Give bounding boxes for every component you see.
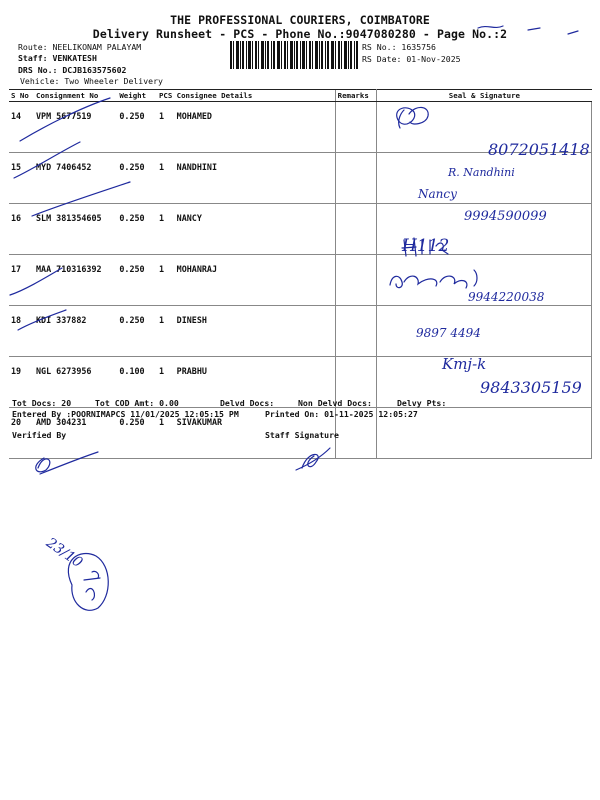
cell-consignment: SLM 381354605 — [34, 204, 117, 255]
barcode — [230, 41, 358, 69]
total-cod-amount: Tot COD Amt: 0.00 — [95, 398, 179, 408]
col-header-weight: Weight — [117, 90, 157, 102]
cell-remarks — [335, 204, 377, 255]
col-header-pcs: PCS — [157, 90, 175, 102]
cell-pcs: 1 — [157, 102, 175, 153]
cell-seal — [377, 306, 592, 357]
cell-consignment: NGL 6273956 — [34, 357, 117, 408]
cell-consignee: NANDHINI — [175, 153, 335, 204]
cell-pcs: 1 — [157, 153, 175, 204]
vehicle-label: Vehicle: Two Wheeler Delivery — [20, 76, 163, 86]
handwritten-phone-row15: 8072051418 — [488, 140, 590, 159]
table-header-row — [9, 90, 592, 102]
handwritten-signature-row17: H112 — [402, 236, 450, 256]
handwritten-name-row20: Kmj-k — [442, 355, 487, 373]
cell-weight: 0.250 — [117, 102, 157, 153]
cell-weight: 0.250 — [117, 306, 157, 357]
cell-weight: 0.100 — [117, 357, 157, 408]
cell-consignee: SIVAKUMAR — [175, 408, 335, 459]
cell-weight: 0.250 — [117, 153, 157, 204]
drs-label: DRS No.: DCJB163575602 — [18, 65, 127, 75]
handwritten-name-row15: R. Nandhini — [448, 166, 515, 179]
printed-on: Printed On: 01-11-2025 12:05:27 — [265, 409, 418, 419]
cell-sno: 19 — [9, 357, 34, 408]
company-title: THE PROFESSIONAL COURIERS, COIMBATORE — [170, 13, 430, 27]
cell-consignee: DINESH — [175, 306, 335, 357]
route-label: Route: NEELIKONAM PALAYAM — [18, 42, 142, 52]
cell-consignment: MYD 7406452 — [34, 153, 117, 204]
cell-sno: 16 — [9, 204, 34, 255]
delivered-docs: Delvd Docs: — [220, 398, 275, 408]
handwritten-date-note: 23/10 — [43, 534, 86, 572]
handwritten-phone-row19: 9897 4494 — [416, 326, 481, 340]
cell-sno: 17 — [9, 255, 34, 306]
staff-label: Staff: VENKATESH — [18, 53, 97, 63]
cell-consignment: AMD 304231 — [34, 408, 117, 459]
cell-pcs: 1 — [157, 306, 175, 357]
cell-pcs: 1 — [157, 357, 175, 408]
handwritten-phone-row18: 9944220038 — [468, 290, 545, 304]
total-docs: Tot Docs: 20 — [12, 398, 72, 408]
col-header-sno: S No — [9, 90, 34, 102]
col-header-consignee: Consignee Details — [175, 90, 335, 102]
handwritten-phone-row16: 9994590099 — [464, 209, 547, 224]
rs-number: RS No.: 1635756 — [362, 42, 436, 52]
cell-consignee: PRABHU — [175, 357, 335, 408]
cell-remarks — [335, 102, 377, 153]
col-header-seal: Seal & Signature — [377, 90, 592, 102]
rs-date: RS Date: 01-Nov-2025 — [362, 54, 461, 64]
cell-weight: 0.250 — [117, 408, 157, 459]
cell-consignment: KDI 337882 — [34, 306, 117, 357]
cell-sno: 18 — [9, 306, 34, 357]
non-delivered-docs: Non Delvd Docs: — [298, 398, 372, 408]
cell-sno: 20 — [9, 408, 34, 459]
cell-weight: 0.250 — [117, 255, 157, 306]
cell-pcs: 1 — [157, 408, 175, 459]
staff-signature-label: Staff Signature — [265, 430, 339, 440]
cell-consignment: MAA 710316392 — [34, 255, 117, 306]
col-header-consignment: Consignment No — [34, 90, 117, 102]
cell-remarks — [335, 153, 377, 204]
cell-sno: 14 — [9, 102, 34, 153]
cell-sno: 15 — [9, 153, 34, 204]
handwritten-name-row16: Nancy — [418, 187, 457, 201]
col-header-remarks: Remarks — [335, 90, 377, 102]
cell-consignment: VPM 5677519 — [34, 102, 117, 153]
cell-consignee: MOHAMED — [175, 102, 335, 153]
cell-weight: 0.250 — [117, 204, 157, 255]
cell-consignee: MOHANRAJ — [175, 255, 335, 306]
table-row — [9, 306, 592, 357]
handwritten-phone-row20: 9843305159 — [480, 378, 582, 397]
entered-by: Entered By :POORNIMAPCS 11/01/2025 12:05:15 PM — [12, 409, 239, 419]
cell-remarks — [335, 255, 377, 306]
delivery-points: Delvy Pts: — [397, 398, 447, 408]
cell-consignee: NANCY — [175, 204, 335, 255]
cell-pcs: 1 — [157, 255, 175, 306]
runsheet-subtitle: Delivery Runsheet - PCS - Phone No.:9047080280 - Page No.:2 — [92, 27, 508, 41]
cell-remarks — [335, 306, 377, 357]
cell-pcs: 1 — [157, 204, 175, 255]
verified-by-label: Verified By — [12, 430, 67, 440]
